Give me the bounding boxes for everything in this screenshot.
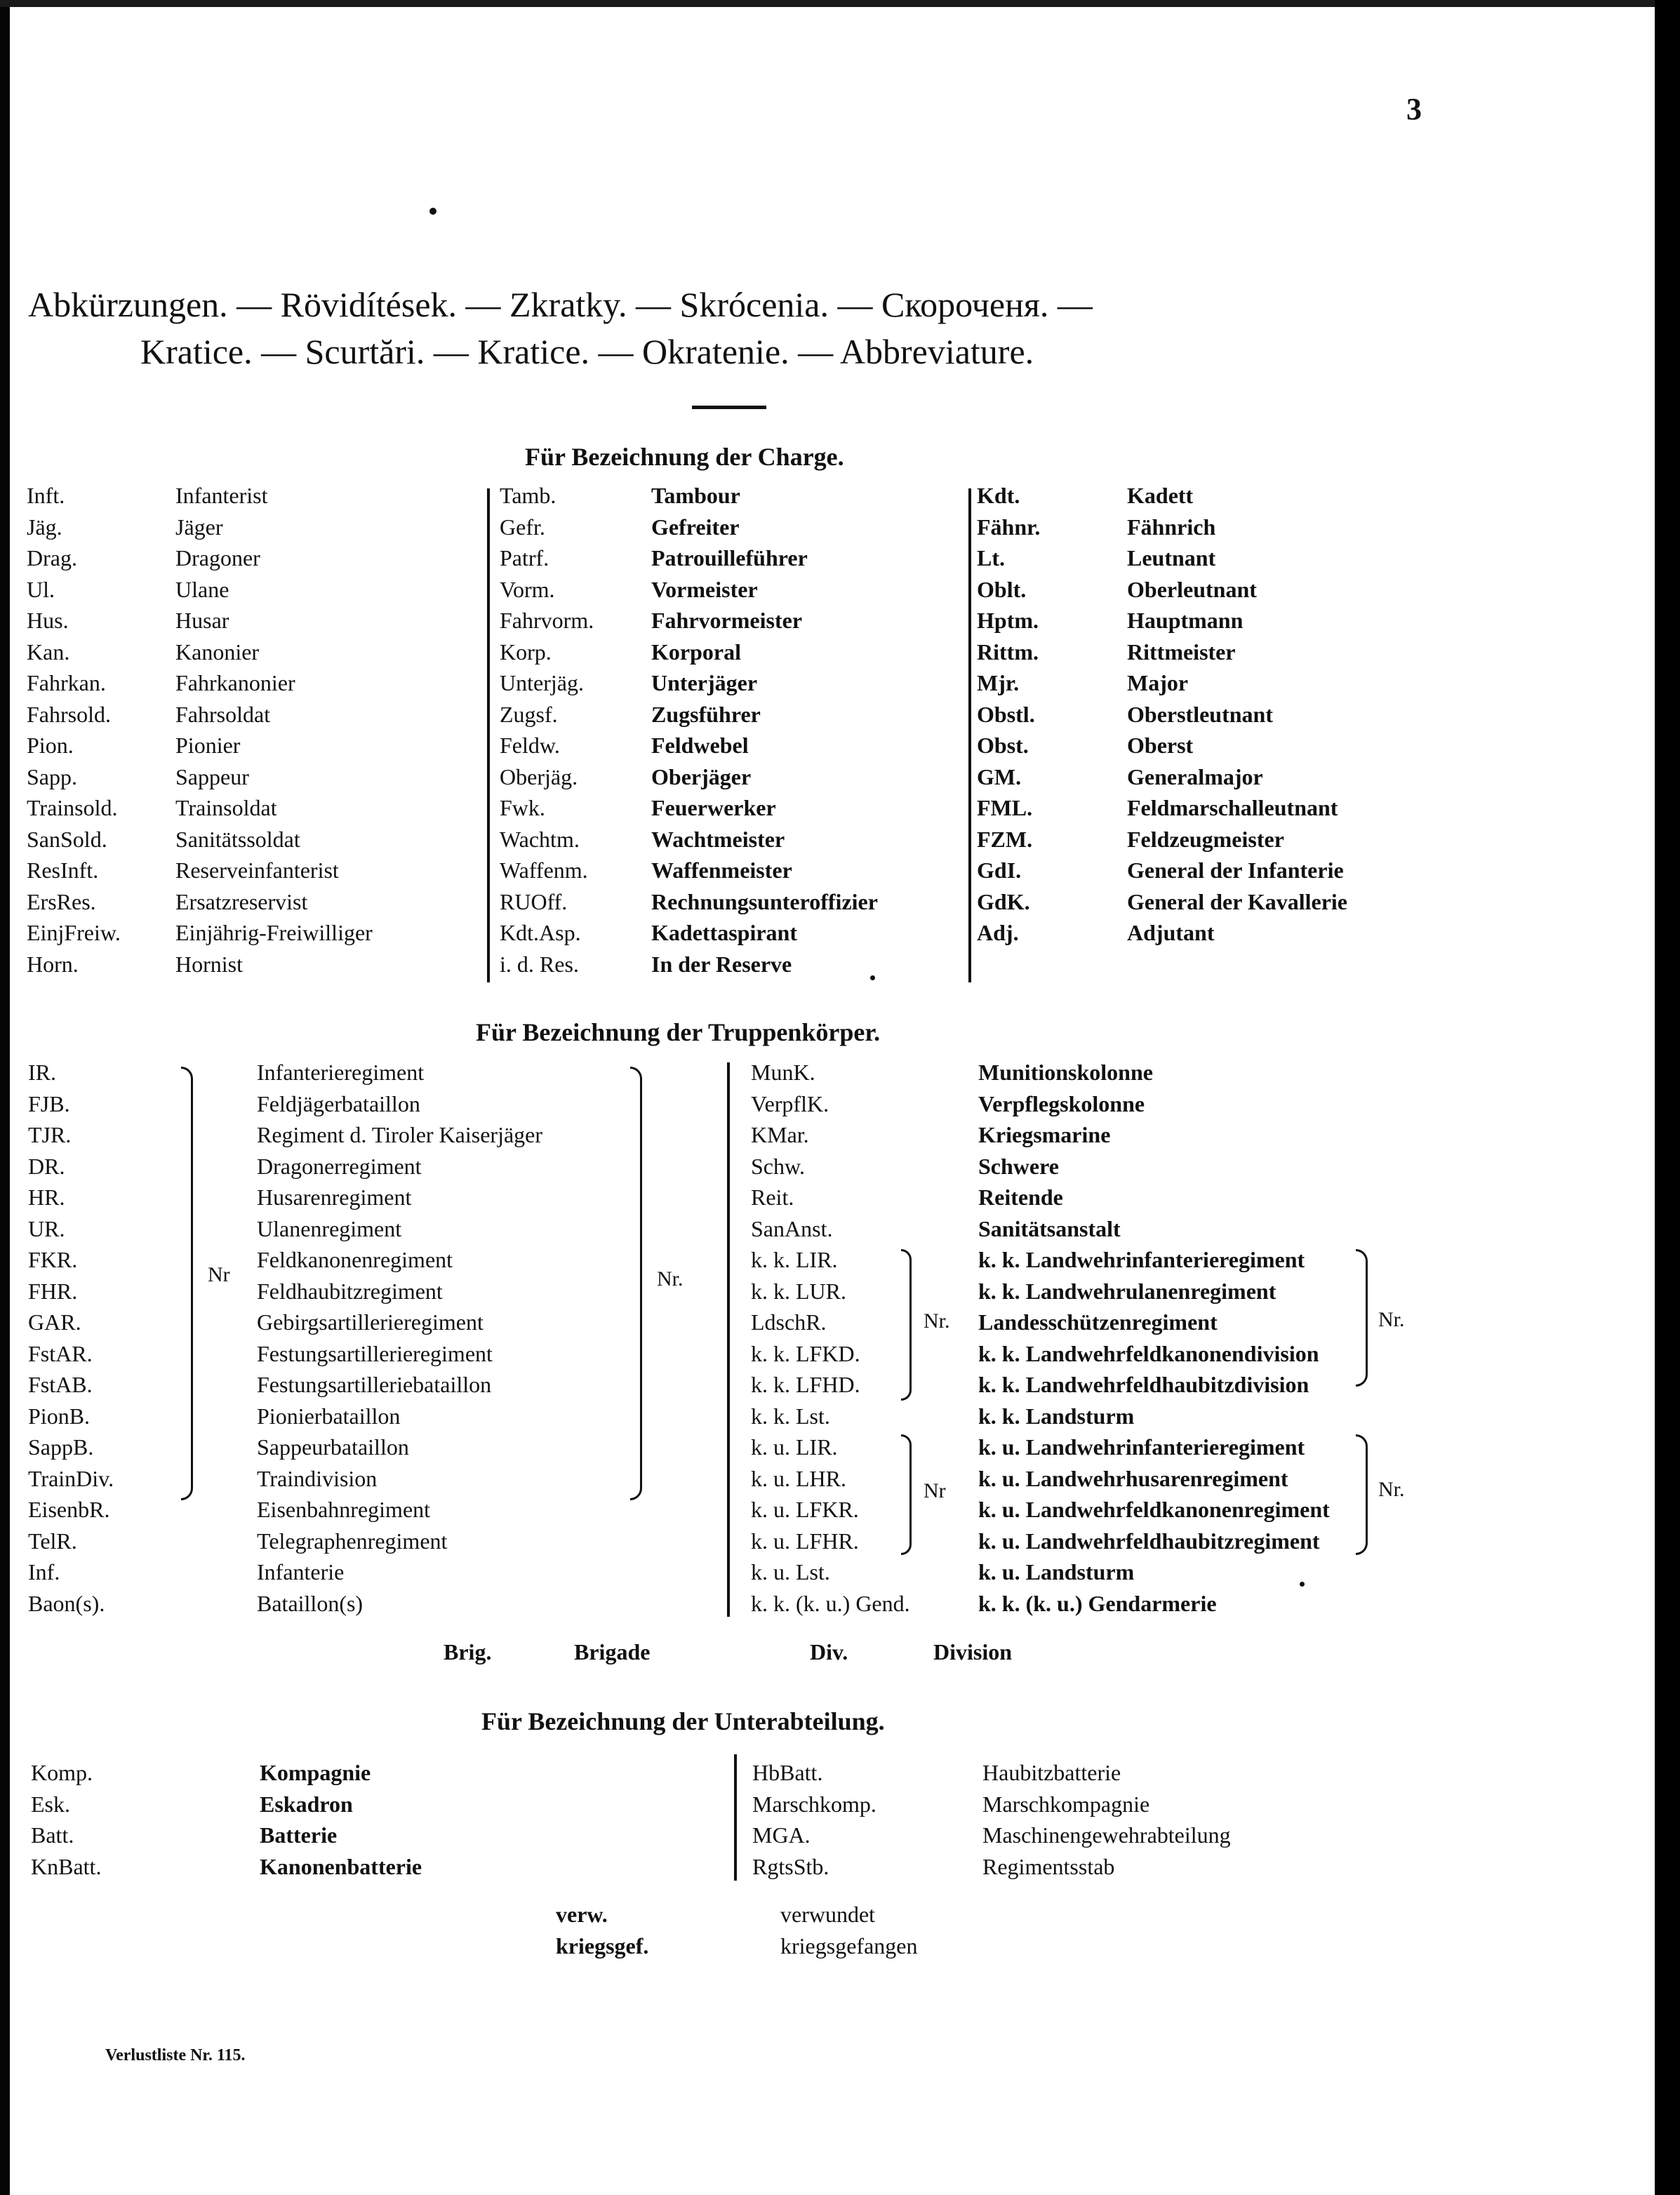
abbreviation: VerpflK. [751,1090,829,1116]
abbreviation: IR. [28,1060,56,1085]
abbreviation: KMar. [751,1122,809,1147]
expansion: Fahrsoldat [175,701,271,727]
abbreviation: Tamb. [500,483,556,508]
expansion: Landesschützenregiment [978,1309,1218,1335]
abbreviation: Hus. [27,608,69,633]
expansion: Pionier [175,733,241,758]
expansion: Feldmarschalleutnant [1127,795,1338,820]
abbreviation: Drag. [27,545,77,571]
expansion: Patrouilleführer [651,545,808,571]
abbreviation: EisenbR. [28,1497,110,1522]
abbreviation: k. k. (k. u.) Gend. [751,1590,910,1616]
abbreviation: k. k. Lst. [751,1403,830,1429]
page-title-line-2: Kratice. — Scurtări. — Kratice. — Okratenie. — Abbreviature. [140,332,1034,371]
expansion: Infanterie [257,1559,345,1584]
expansion: Batterie [260,1822,338,1848]
abbreviation: LdschR. [751,1309,827,1335]
print-speck [429,208,436,215]
expansion: Rechnungsunteroffizier [651,888,878,914]
abbreviation: k. k. LFHD. [751,1372,860,1397]
abbreviation: ResInft. [27,858,99,883]
abbreviation: verw. [556,1902,608,1927]
abbreviation: Feldw. [500,733,560,758]
abbreviation: FML. [977,795,1033,820]
abbreviation: FJB. [28,1090,70,1116]
expansion: Reserveinfanterist [175,858,339,883]
expansion: Pionierbataillon [257,1403,401,1429]
expansion: Eskadron [260,1791,353,1817]
nr-label: Nr. [924,1309,950,1333]
expansion: Regiment d. Tiroler Kaiserjäger [257,1122,543,1147]
brig-full: Brigade [574,1639,651,1664]
abbreviation: kriegsgef. [556,1933,649,1959]
expansion: Tambour [651,483,740,508]
abbreviation: Baon(s). [28,1590,105,1616]
expansion: k. u. Landsturm [978,1559,1135,1584]
abbreviation: Trainsold. [27,795,118,820]
abbreviation: Komp. [31,1760,93,1785]
section-heading-charge: Für Bezeichnung der Charge. [525,443,844,471]
abbreviation: k. k. LUR. [751,1278,846,1304]
abbreviation: Obstl. [977,701,1035,727]
expansion: k. k. Landwehrinfanterieregiment [978,1247,1305,1272]
abbreviation: GAR. [28,1309,81,1335]
expansion: Dragonerregiment [257,1153,422,1179]
div-abbr: Div. [810,1639,848,1664]
brig-abbr: Brig. [444,1639,492,1664]
abbreviation: Waffenm. [500,858,588,883]
expansion: Kompagnie [260,1760,371,1785]
expansion: Korporal [651,639,741,665]
abbreviation: Pion. [27,733,74,758]
expansion: General der Infanterie [1127,858,1344,883]
expansion: k. k. (k. u.) Gendarmerie [978,1590,1217,1616]
abbreviation: k. k. LIR. [751,1247,838,1272]
abbreviation: k. u. LFHR. [751,1528,859,1554]
abbreviation: DR. [28,1153,65,1179]
expansion: Maschinengewehrabteilung [982,1822,1231,1848]
expansion: Dragoner [175,545,260,571]
expansion: Infanterist [175,483,268,508]
abbreviation: Sapp. [27,763,77,789]
expansion: Fahrvormeister [651,608,803,633]
abbreviation: ErsRes. [27,888,96,914]
expansion: Kriegsmarine [978,1122,1111,1147]
abbreviation: SanSold. [27,826,107,852]
expansion: Feldzeugmeister [1127,826,1284,852]
abbreviation: Mjr. [977,670,1020,695]
abbreviation: i. d. Res. [500,951,579,977]
expansion: Infanterieregiment [257,1060,425,1085]
abbreviation: Obst. [977,733,1029,758]
expansion: Oberst [1127,733,1194,758]
abbreviation: Reit. [751,1185,794,1210]
abbreviation: FstAB. [28,1372,93,1397]
nr-label: Nr. [657,1267,684,1290]
expansion: Ersatzreservist [175,888,308,914]
expansion: k. u. Landwehrfeldkanonenregiment [978,1497,1330,1522]
expansion: kriegsgefangen [780,1933,918,1959]
expansion: Ulanenregiment [257,1215,402,1241]
abbreviation: Zugsf. [500,701,558,727]
abbreviation: Horn. [27,951,79,977]
column-divider [727,1062,730,1617]
abbreviation: Jäg. [27,514,62,540]
expansion: Kanonier [175,639,260,665]
abbreviation: Fahrkan. [27,670,106,695]
abbreviation: Rittm. [977,639,1039,665]
expansion: Trainsoldat [175,795,277,820]
abbreviation: GdK. [977,888,1030,914]
abbreviation: Oberjäg. [500,763,578,789]
expansion: Sanitätssoldat [175,826,300,852]
abbreviation: SappB. [28,1434,94,1460]
expansion: Ulane [175,576,229,602]
expansion: Adjutant [1127,920,1215,945]
expansion: Oberjäger [651,763,752,789]
expansion: k. k. Landwehrulanenregiment [978,1278,1276,1304]
expansion: Vormeister [651,576,758,602]
expansion: Fahrkanonier [175,670,295,695]
expansion: k. k. Landwehrfeldkanonendivision [978,1340,1319,1366]
abbreviation: TJR. [28,1122,72,1147]
expansion: Bataillon(s) [257,1590,364,1616]
nr-label: Nr. [1378,1478,1405,1501]
expansion: General der Kavallerie [1127,888,1347,914]
abbreviation: Adj. [977,920,1019,945]
expansion: Rittmeister [1127,639,1236,665]
expansion: k. u. Landwehrfeldhaubitzregiment [978,1528,1320,1554]
abbreviation: Hptm. [977,608,1039,633]
expansion: Oberleutnant [1127,576,1257,602]
title-rule [692,406,766,409]
section-heading-subunits: Für Bezeichnung der Unterabteilung. [481,1707,885,1735]
expansion: Schwere [978,1153,1059,1179]
abbreviation: KnBatt. [31,1853,102,1879]
expansion: Waffenmeister [651,858,792,883]
brace-middle-group [630,1067,642,1500]
abbreviation: Kdt.Asp. [500,920,581,945]
expansion: Feldhaubitzregiment [257,1278,443,1304]
abbreviation: RUOff. [500,888,568,914]
abbreviation: Patrf. [500,545,549,571]
column-divider [487,488,490,982]
expansion: Verpflegskolonne [978,1090,1145,1116]
expansion: Kadett [1127,483,1194,508]
div-full: Division [933,1639,1013,1664]
expansion: Sappeur [175,763,249,789]
abbreviation: GdI. [977,858,1022,883]
abbreviation: FKR. [28,1247,78,1272]
abbreviation: FstAR. [28,1340,93,1366]
abbreviation: Vorm. [500,576,555,602]
nr-label: Nr [208,1263,230,1286]
expansion: verwundet [780,1902,876,1927]
expansion: Festungsartillerieregiment [257,1340,493,1366]
abbreviation: Unterjäg. [500,670,584,695]
expansion: Haubitzbatterie [982,1760,1121,1785]
expansion: Feuerwerker [651,795,776,820]
abbreviation: Korp. [500,639,552,665]
abbreviation: Ul. [27,576,55,602]
brace-ku-right-group [1356,1434,1368,1555]
section-heading-troops: Für Bezeichnung der Truppenkörper. [476,1018,881,1046]
expansion: Hornist [175,951,243,977]
brace-kk-right-group [1356,1249,1368,1387]
nr-label: Nr [924,1479,946,1502]
expansion: In der Reserve [651,951,792,977]
expansion: Feldjägerbataillon [257,1090,420,1116]
expansion: Leutnant [1127,545,1216,571]
abbreviation: Lt. [977,545,1005,571]
expansion: Gefreiter [651,514,740,540]
brace-left-group [181,1067,193,1500]
abbreviation: k. u. LFKR. [751,1497,859,1522]
expansion: Feldkanonenregiment [257,1247,453,1272]
scan-border-left [0,0,10,2195]
expansion: Telegraphenregiment [257,1528,448,1554]
abbreviation: Batt. [31,1822,74,1848]
abbreviation: Kdt. [977,483,1020,508]
expansion: Traindivision [257,1465,378,1491]
abbreviation: GM. [977,763,1022,789]
expansion: Feldwebel [651,733,749,758]
abbreviation: HR. [28,1185,65,1210]
abbreviation: Fähnr. [977,514,1041,540]
expansion: Husarenregiment [257,1185,412,1210]
abbreviation: Schw. [751,1153,806,1179]
abbreviation: SanAnst. [751,1215,833,1241]
abbreviation: k. u. Lst. [751,1559,830,1584]
abbreviation: TrainDiv. [28,1465,114,1491]
expansion: Fähnrich [1127,514,1216,540]
scan-border-right [1655,0,1680,2195]
abbreviation: Wachtm. [500,826,580,852]
expansion: Jäger [175,514,223,540]
abbreviation: PionB. [28,1403,91,1429]
page-number: 3 [1406,92,1422,126]
column-divider [734,1754,737,1881]
abbreviation: Fahrvorm. [500,608,594,633]
abbreviation: Fahrsold. [27,701,111,727]
column-divider [968,488,971,982]
abbreviation: Oblt. [977,576,1027,602]
abbreviation: k. u. LHR. [751,1465,846,1491]
expansion: Kanonenbatterie [260,1853,422,1879]
expansion: Sappeurbataillon [257,1434,409,1460]
expansion: k. k. Landwehrfeldhaubitzdivision [978,1372,1309,1397]
expansion: Munitionskolonne [978,1060,1153,1085]
abbreviation: MunK. [751,1060,815,1085]
scan-border-top [0,0,1680,7]
expansion: Hauptmann [1127,608,1244,633]
abbreviation: k. u. LIR. [751,1434,838,1460]
expansion: Reitende [978,1185,1063,1210]
expansion: Kadettaspirant [651,920,797,945]
abbreviation: FHR. [28,1278,78,1304]
abbreviation: k. k. LFKD. [751,1340,860,1366]
nr-label: Nr. [1378,1308,1405,1331]
abbreviation: TelR. [28,1528,77,1554]
expansion: Eisenbahnregiment [257,1497,431,1522]
abbreviation: Inf. [28,1559,60,1584]
abbreviation: Marschkomp. [752,1791,876,1817]
abbreviation: Esk. [31,1791,70,1817]
abbreviation: Fwk. [500,795,545,820]
expansion: Festungsartilleriebataillon [257,1372,492,1397]
expansion: Sanitätsanstalt [978,1215,1121,1241]
expansion: Zugsführer [651,701,761,727]
abbreviation: UR. [28,1215,65,1241]
expansion: Gebirgsartillerieregiment [257,1309,484,1335]
abbreviation: Gefr. [500,514,545,540]
abbreviation: RgtsStb. [752,1853,829,1879]
expansion: Marschkompagnie [982,1791,1150,1817]
abbreviation: Inft. [27,483,65,508]
footer-note: Verlustliste Nr. 115. [105,2046,246,2064]
expansion: Unterjäger [651,670,758,695]
abbreviation: FZM. [977,826,1033,852]
abbreviation: MGA. [752,1822,811,1848]
print-speck [1300,1582,1305,1587]
expansion: k. u. Landwehrinfanterieregiment [978,1434,1305,1460]
brace-ku-group [901,1434,912,1555]
abbreviation: HbBatt. [752,1760,823,1785]
abbreviation: Kan. [27,639,70,665]
page-title-line-1: Abkürzungen. — Rövidítések. — Zkratky. — Skrócenia. — Скороченя. — [28,285,1093,324]
expansion: Regimentsstab [982,1853,1115,1879]
expansion: Husar [175,608,229,633]
expansion: Oberstleutnant [1127,701,1273,727]
print-speck [870,975,875,980]
expansion: Major [1127,670,1189,695]
expansion: Wachtmeister [651,826,785,852]
expansion: k. u. Landwehrhusarenregiment [978,1465,1288,1491]
brace-kk-group [901,1249,912,1401]
abbreviation: EinjFreiw. [27,920,121,945]
expansion: Generalmajor [1127,763,1263,789]
expansion: Einjährig-Freiwilliger [175,920,373,945]
expansion: k. k. Landsturm [978,1403,1135,1429]
